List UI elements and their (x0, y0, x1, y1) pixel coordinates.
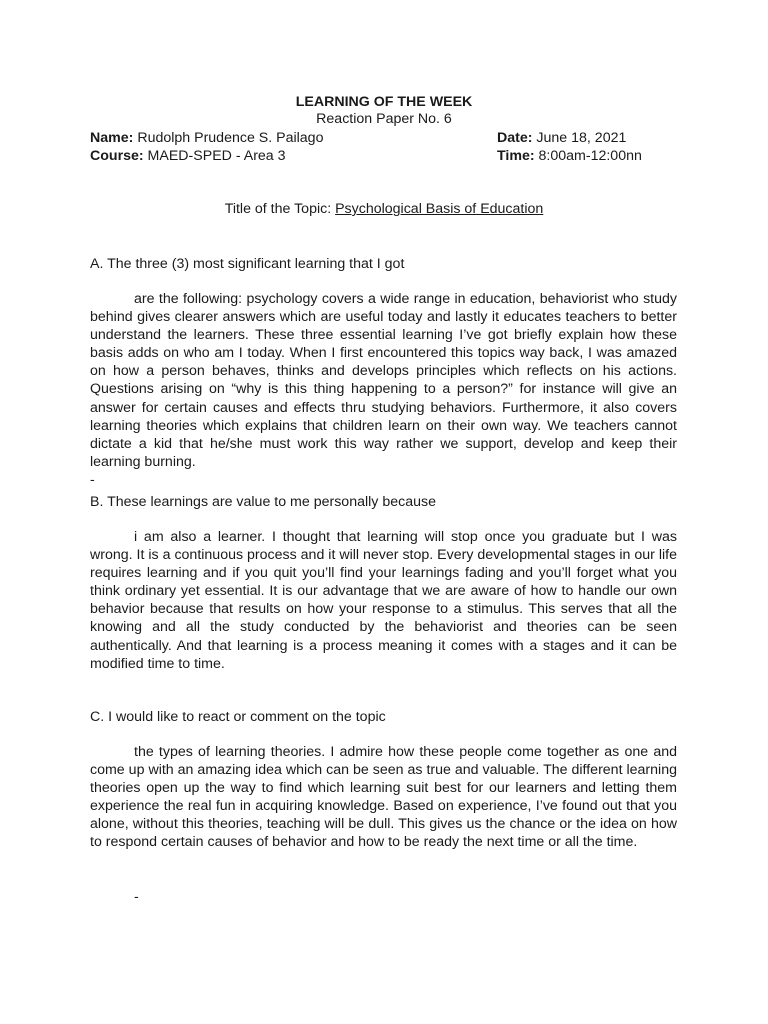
time-label: Time: (497, 148, 535, 164)
section-c-body: the types of learning theories. I admire how these people come together as one and come up with an amazing idea which can be seen as true and valuable. The different learning theories open up the way to find which learning suit best for our learners and letting them experience the real fun in acquiring knowledge. Based on experience, I’ve found out that you alone, without this theories, teaching will be dull. This gives us the chance or the idea on how to respond certain causes of behavior and how to be ready the next time or all the time. (90, 744, 677, 851)
topic-prefix: Title of the Topic: (224, 201, 336, 217)
section-a-heading: A. The three (3) most significant learning that I got (90, 256, 405, 272)
name-line (90, 129, 323, 147)
date-label: Date: (497, 130, 533, 146)
section-a-dash: - (90, 472, 95, 488)
section-a-body: are the following: psychology covers a wide range in education, behaviorist who study behind gives clearer answers which are useful today and lastly it educates teachers to better understand the learners. These three essential learning I’ve got briefly explain how these basis adds on who am I today. When I first encountered this topics way back, I was amazed on how a person behaves, thinks and develops principles which reflects on his actions. Questions arising on “why is this thing happening to a person?” for instance will give an answer for certain causes and effects thru studying behaviors. Furthermore, it also covers learning theories which explains that children learn on their own way. We teachers cannot dictate a kid that he/she must work this way rather we support, develop and keep their learning burning. (90, 291, 677, 470)
section-b-body: i am also a learner. I thought that learning will stop once you graduate but I was wrong. It is a continuous process and it will never stop. Every developmental stages in our life requires learning and if you quit you’ll find your learnings fading and you’ll forget what you think ordinary yet essential. It is our advantage that we are aware of how to handle our own behavior because that results on how your response to a stimulus. This serves that all the knowing and all the study conducted by the behaviorist and theories can be seen authentically. And that learning is a process meaning it comes with a stages and it can be modified time to time. (90, 529, 677, 672)
date-line (497, 129, 626, 147)
course-value: MAED-SPED - Area 3 (143, 148, 286, 164)
section-b-heading: B. These learnings are value to me personally because (90, 494, 436, 510)
course-line (90, 147, 286, 165)
date-value: June 18, 2021 (532, 130, 627, 146)
name-label: Name: (90, 130, 134, 146)
course-label: Course: (90, 148, 144, 164)
document-subtitle: Reaction Paper No. 6 (316, 111, 452, 127)
time-value: 8:00am-12:00nn (534, 148, 642, 164)
time-line (497, 147, 642, 165)
document-title: LEARNING OF THE WEEK (295, 94, 473, 110)
name-value: Rudolph Prudence S. Pailago (133, 130, 324, 146)
section-c-dash: - (134, 889, 139, 905)
section-c-heading: C. I would like to react or comment on the topic (90, 709, 386, 725)
topic-title: Psychological Basis of Education (335, 201, 544, 217)
topic-line (0, 201, 768, 217)
